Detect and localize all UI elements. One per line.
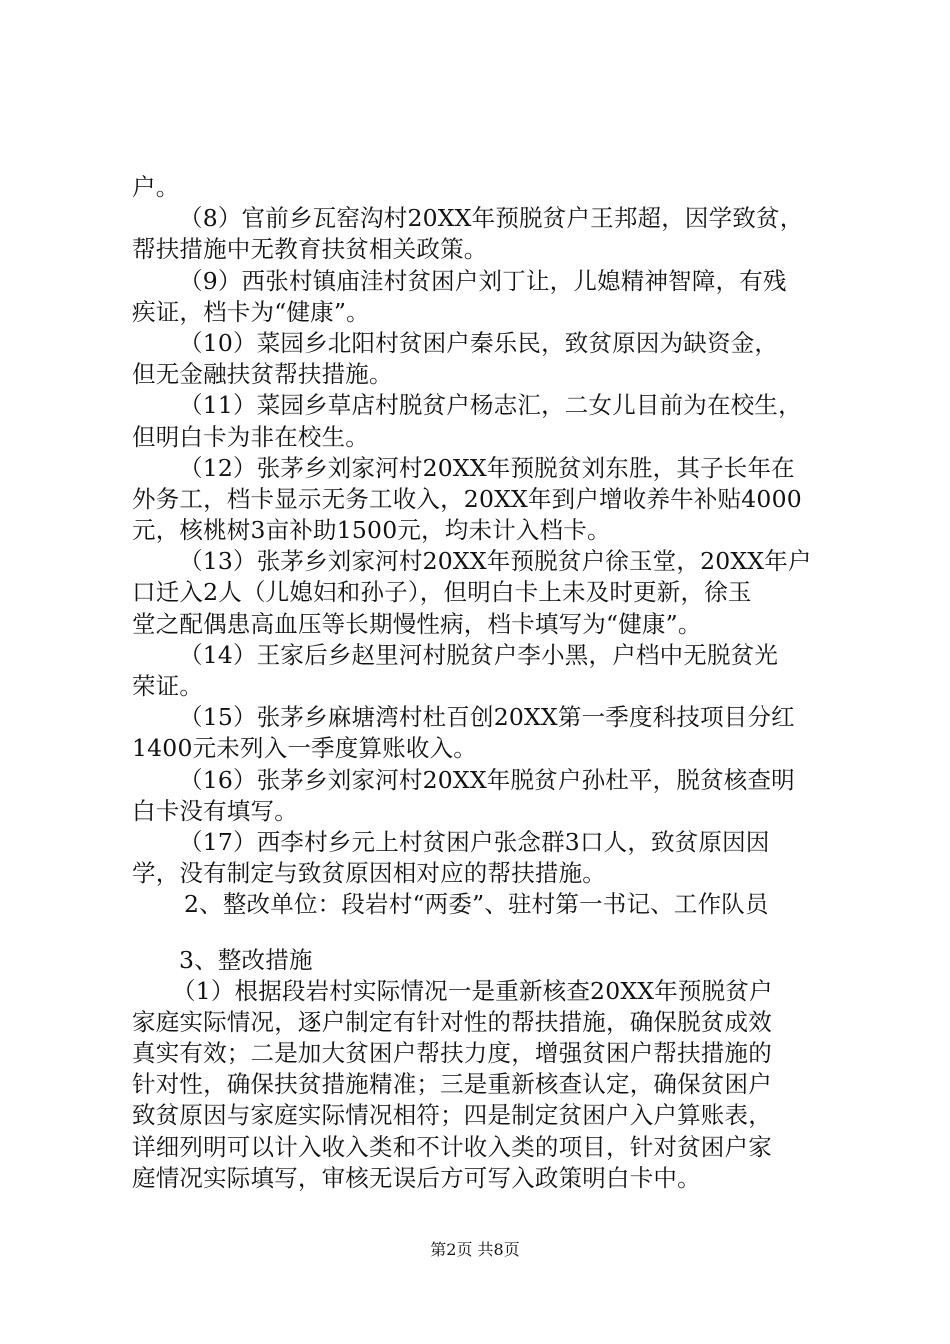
text-line: （9）西张村镇庙洼村贫困户刘丁让，儿媳精神智障，有残 <box>179 266 787 295</box>
text-line: （10）菜园乡北阳村贫困户秦乐民，致贫原因为缺资金， <box>179 328 779 357</box>
text-line: 针对性，确保扶贫措施精准；三是重新核查认定，确保贫困户 <box>132 1070 772 1099</box>
paragraph-gap <box>132 921 832 945</box>
text-line: （16）张茅乡刘家河村20XX年脱贫户孙杜平，脱贫核查明 <box>179 765 795 794</box>
text-line: 但明白卡为非在校生。 <box>132 422 369 451</box>
text-line: 口迁入2人（儿媳妇和孙子），但明白卡上未及时更新，徐玉 <box>132 578 752 607</box>
text-line: 庭情况实际填写，审核无误后方可写入政策明白卡中。 <box>132 1163 701 1192</box>
text-line: （12）张茅乡刘家河村20XX年预脱贫刘东胜，其子长年在 <box>179 453 795 482</box>
text-line: （15）张茅乡麻塘湾村杜百创20XX第一季度科技项目分红 <box>179 703 795 732</box>
text-line: 外务工，档卡显示无务工收入，20XX年到户增收养牛补贴4000 <box>132 484 802 513</box>
text-line: （1）根据段岩村实际情况一是重新核查20XX年预脱贫户 <box>172 976 773 1005</box>
section-heading: 3、整改措施 <box>179 945 313 974</box>
text-line: 1400元未列入一季度算账收入。 <box>132 734 478 763</box>
text-line: 学，没有制定与致贫原因相对应的帮扶措施。 <box>132 859 606 888</box>
text-line: 家庭实际情况，逐户制定有针对性的帮扶措施，确保脱贫成效 <box>132 1007 772 1036</box>
text-line: （17）西李村乡元上村贫困户张念群3口人，致贫原因因 <box>179 827 770 856</box>
text-line: 但无金融扶贫帮扶措施。 <box>132 360 393 389</box>
text-line: 疾证，档卡为“健康”。 <box>132 297 370 326</box>
text-line: 详细列明可以计入收入类和不计收入类的项目，针对贫困户家 <box>132 1132 772 1161</box>
text-line: （13）张茅乡刘家河村20XX年预脱贫户徐玉堂，20XX年户 <box>179 547 812 576</box>
page-number: 第2页 共8页 <box>430 1240 520 1259</box>
document-body <box>132 172 832 1194</box>
text-line: 帮扶措施中无教育扶贫相关政策。 <box>132 235 488 264</box>
text-line: （14）王家后乡赵里河村脱贫户李小黑，户档中无脱贫光 <box>179 640 779 669</box>
text-line: 致贫原因与家庭实际情况相符；四是制定贫困户入户算账表， <box>132 1101 772 1130</box>
text-line: 真实有效；二是加大贫困户帮扶力度，增强贫困户帮扶措施的 <box>132 1039 772 1068</box>
text-line: 堂之配偶患高血压等长期慢性病，档卡填写为“健康”。 <box>132 609 702 638</box>
text-line: 户。 <box>132 173 180 201</box>
text-line: 白卡没有填写。 <box>132 796 298 825</box>
text-line: （8）官前乡瓦窑沟村20XX年预脱贫户王邦超，因学致贫， <box>179 204 804 233</box>
section-heading: 2、整改单位：段岩村“两委”、驻村第一书记、工作队员 <box>184 890 769 919</box>
text-line: 元，核桃树3亩补助1500元，均未计入档卡。 <box>132 516 611 545</box>
text-line: （11）菜园乡草店村脱贫户杨志汇，二女儿目前为在校生， <box>179 391 802 420</box>
text-line: 荣证。 <box>132 672 204 700</box>
